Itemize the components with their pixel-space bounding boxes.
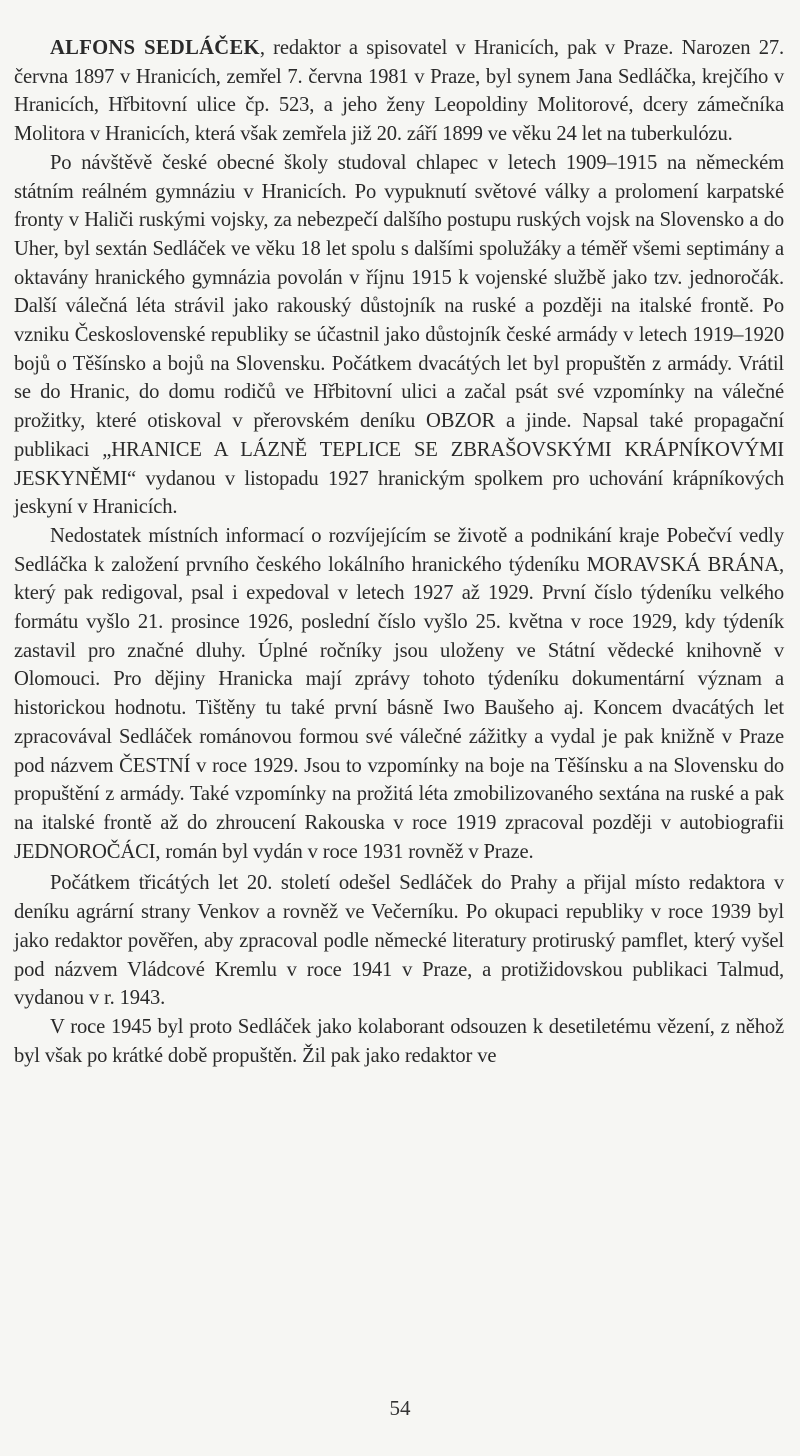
page-number: 54 — [389, 1396, 411, 1420]
paragraph-5: V roce 1945 byl proto Sedláček jako kolaborant odsouzen k desetiletému vězení, z něhož byl však po krátké době propuštěn. Žil pak jako redaktor ve — [14, 1015, 784, 1067]
paragraph-4: Počátkem třicátých let 20. století odešel Sedláček do Prahy a přijal místo redaktora v deníku agrární strany Venkov a rovněž ve Večerníku. Po okupaci republiky v roce 1939 byl jako redaktor pověřen, aby zpracoval podle německé literatury protiruský pamflet, který vyšel pod názvem Vládcové Kremlu v roce 1941 v Praze, a protižidovskou publikaci Talmud, vydanou v r. 1943. — [14, 872, 784, 1010]
paragraph-2: Po návštěvě české obecné školy studoval chlapec v letech 1909–1915 na německém státním reálném gymnáziu v Hranicích. Po vypuknutí světové války a prolomení karpatské fronty v Haliči ruskými vojsky, za nebezpečí dalšího postupu ruských vojsk na Slovensko a do Uher, byl sextán Sedláček ve věku 18 let spolu s dalšími spolužáky a téměř všemi septimány a oktavány hranického gymnázia povolán v říjnu 1915 k vojenské službě jako tzv. jednoročák. Další válečná léta strávil jako rakouský důstojník na ruské a později na italské frontě. Po vzniku Československé republiky se účastnil jako důstojník české armády v letech 1919–1920 bojů o Těšínsko a bojů na Slovensku. Počátkem dvacátých let byl propuštěn z armády. Vrátil se do Hranic, do domu rodičů ve Hřbitovní ulici a začal psát své vzpomínky na válečné prožitky, které otiskoval v přerovském deníku OBZOR a jinde. Napsal také propagační publikaci „HRANICE A LÁZNĚ TEPLICE SE ZBRAŠOVSKÝMI KRÁPNÍKOVÝMI JESKYNĚMI“ vydanou v listopadu 1927 hranickým spolkem pro uchování krápníkových jeskyní v Hranicích. — [14, 151, 784, 519]
body-text — [14, 34, 784, 1070]
paragraph-1-text: , redaktor a spisovatel v Hranicích, pak v Praze. Narozen 27. června 1897 v Hranicích, zemřel 7. června 1981 v Praze, byl synem Jana Sedláčka, krejčího v Hranicích, Hřbitovní ulice čp. 523, a jeho ženy Leopoldiny Molitorové, dcery zámečníka Molitora v Hranicích, která však zemřela již 20. září 1899 ve věku 24 let na tuberkulózu. — [14, 37, 784, 146]
author-name: ALFONS SEDLÁČEK — [50, 37, 260, 59]
paragraph-3: Nedostatek místních informací o rozvíjejícím se životě a podnikání kraje Pobečví vedly Sedláčka k založení prvního českého lokálního hranického týdeníku MORAVSKÁ BRÁNA, který pak redigoval, psal i expedoval v letech 1927 až 1929. První číslo týdeníku velkého formátu vyšlo 21. prosince 1926, poslední číslo vyšlo 25. května v roce 1929, kdy týdeník zastavil pro značné dluhy. Úplné ročníky jsou uloženy ve Státní vědecké knihovně v Olomouci. Pro dějiny Hranicka mají zprávy tohoto týdeníku dokumentární význam a historickou hodnotu. Tištěny tu také první básně Iwo Baušeho aj. Koncem dvacátých let zpracovával Sedláček románovou formou své válečné zážitky a vydal je pak knižně v Praze pod názvem ČESTNÍ v roce 1929. Jsou to vzpomínky na boje na Těšínsku a na Slovensku do propuštění z armády. Také vzpomínky na prožitá léta zmobilizovaného sextána na ruské a pak na italské frontě až do zhroucení Rakouska v roce 1919 zpracoval později v autobiografii JEDNOROČÁCI, román byl vydán v roce 1931 rovněž v Praze. — [14, 524, 784, 863]
paragraph-1 — [14, 34, 784, 149]
